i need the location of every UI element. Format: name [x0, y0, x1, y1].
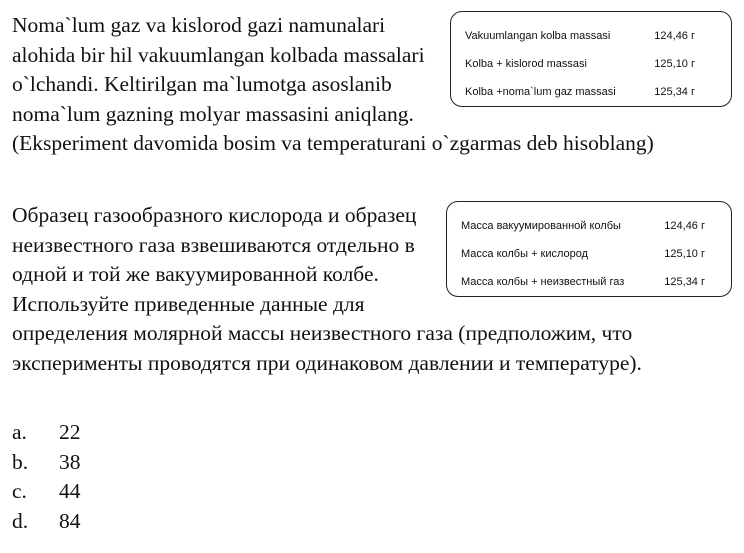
option-letter: d. — [12, 508, 29, 533]
answer-option-d[interactable] — [12, 507, 81, 537]
table-row-label: Масса колбы + кислород — [461, 248, 589, 260]
option-letter: c. — [12, 479, 27, 504]
table-row — [465, 50, 721, 78]
question-text-uzbek: Noma`lum gaz va kislorod gazi namunalari alohida bir hil vakuumlangan kolbada massalari o`lchandi. Keltirilgan ma`lumotga asoslanib noma`lum gazning molyar massasini aniqlang. (Eksperiment davomida bosim va temperaturani o`zgarmas deb hisoblang) — [12, 13, 654, 155]
data-table-russian — [446, 201, 732, 297]
table-row — [465, 22, 721, 50]
table-row-value: 125,10 г — [654, 58, 695, 70]
table-row-label: Kolba +noma`lum gaz massasi — [465, 86, 616, 98]
table-row-value: 124,46 г — [664, 220, 705, 232]
data-table-uzbek — [450, 11, 732, 107]
answer-option-c[interactable] — [12, 477, 81, 507]
option-letter: b. — [12, 449, 29, 474]
answer-option-a[interactable] — [12, 418, 81, 448]
table-row — [461, 268, 721, 296]
option-value: 84 — [59, 508, 81, 533]
question-text-russian: Образец газообразного кислорода и образец неизвестного газа взвешиваются отдельно в одной и той же вакуумированной колбе. Используйте приведенные данные для определения молярной массы неизвестного газа (предположим, что эксперименты проводятся при одинаковом давлении и температуре). — [12, 203, 642, 375]
option-value: 44 — [59, 479, 81, 504]
table-row — [461, 240, 721, 268]
option-value: 38 — [59, 449, 81, 474]
table-row-value: 125,34 г — [664, 276, 705, 288]
option-letter: a. — [12, 420, 27, 445]
question-block-russian — [12, 201, 732, 378]
table-row — [461, 212, 721, 240]
table-row — [465, 78, 721, 106]
table-row-value: 125,34 г — [654, 86, 695, 98]
option-value: 22 — [59, 420, 81, 445]
table-row-label: Масса колбы + неизвестный газ — [461, 276, 625, 288]
table-row-label: Масса вакуумированной колбы — [461, 220, 621, 232]
table-row-label: Kolba + kislorod massasi — [465, 58, 587, 70]
question-block-uzbek — [12, 11, 732, 159]
table-row-value: 125,10 г — [664, 248, 705, 260]
table-row-value: 124,46 г — [654, 30, 695, 42]
table-row-label: Vakuumlangan kolba massasi — [465, 30, 611, 42]
answer-options — [12, 418, 81, 536]
answer-option-b[interactable] — [12, 448, 81, 478]
